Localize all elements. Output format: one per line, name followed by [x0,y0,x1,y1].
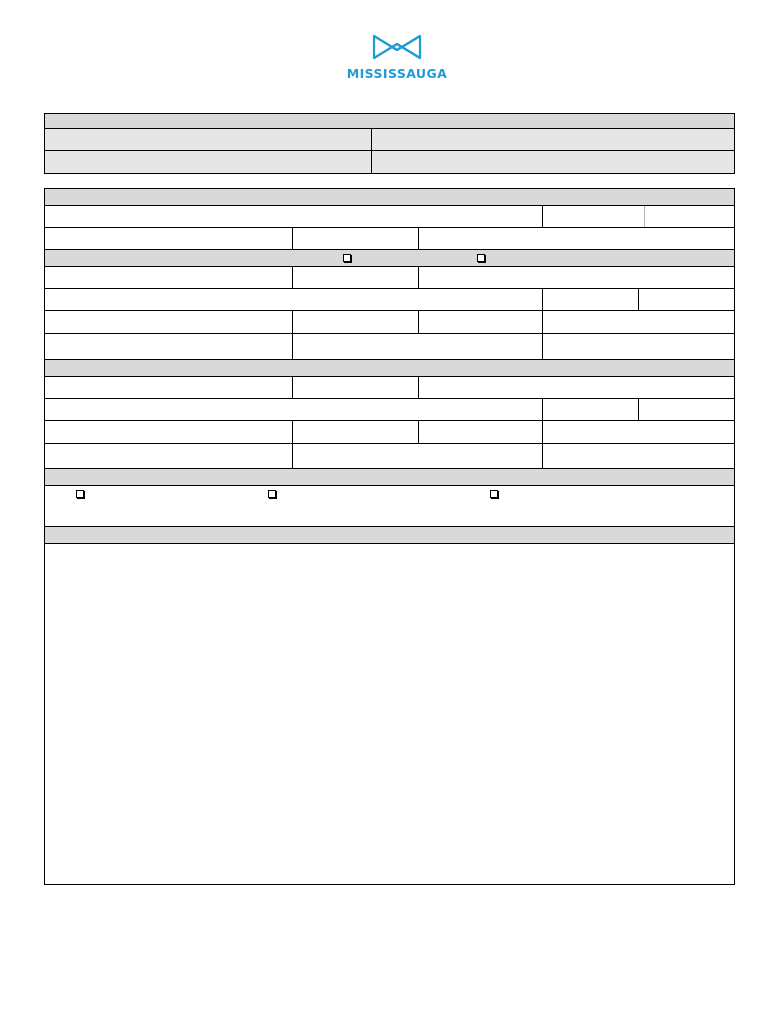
form-row-8 [45,399,734,421]
option-checkbox-1[interactable] [343,254,351,262]
subsection-header-2 [45,360,734,377]
mississauga-logo [344,30,458,80]
section-2-header [45,189,734,206]
form-row-2 [45,228,734,250]
mississauga-bowtie-logo-icon [344,30,450,64]
form-row-1 [45,206,734,228]
checkbox-selection-row [45,486,734,527]
section-1-row-2 [45,151,734,173]
subsection-header-4 [45,527,734,544]
subsection-header-1 [45,250,734,267]
form-row-5 [45,311,734,334]
comments-area[interactable] [45,544,734,884]
section-1 [44,113,735,174]
selection-checkbox-2[interactable] [268,490,276,498]
form-row-3 [45,267,734,289]
form-row-7 [45,377,734,399]
section-1-header [45,114,734,129]
option-checkbox-2[interactable] [477,254,485,262]
section-2 [44,188,735,885]
form-row-9 [45,421,734,444]
selection-checkbox-3[interactable] [490,490,498,498]
form-row-10 [45,444,734,469]
form-row-4 [45,289,734,311]
logo-wordmark: MISSISSAUGA [346,66,448,81]
form-row-6 [45,334,734,360]
section-1-row-1 [45,129,734,151]
selection-checkbox-1[interactable] [76,490,84,498]
subsection-header-3 [45,469,734,486]
